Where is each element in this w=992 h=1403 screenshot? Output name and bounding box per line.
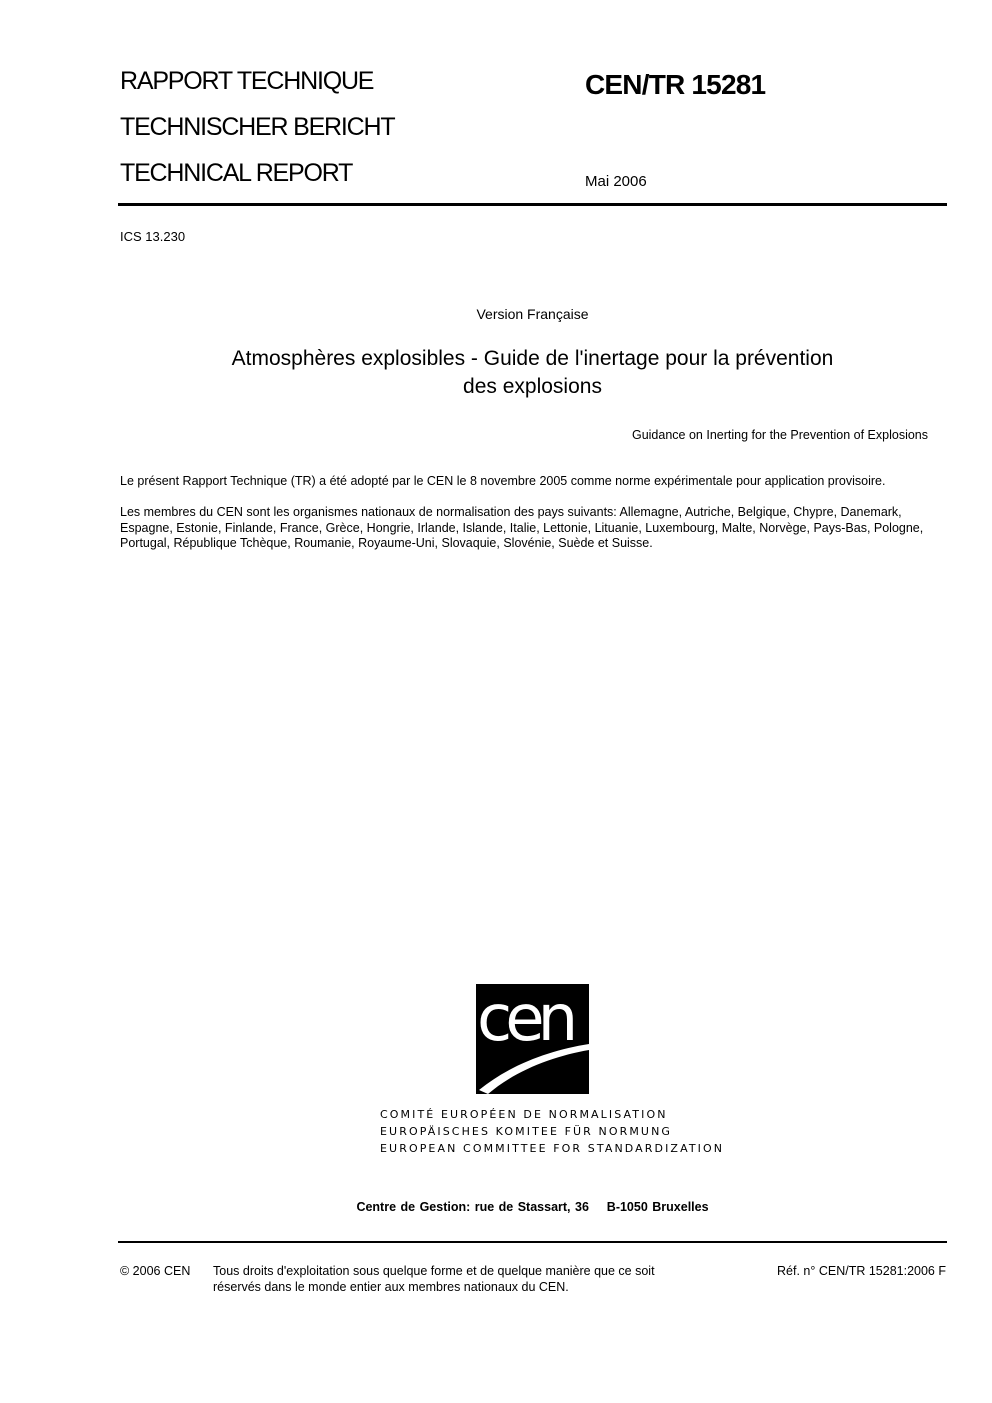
doc-type-de: TECHNISCHER BERICHT — [120, 113, 395, 141]
reference-number: Réf. n° CEN/TR 15281:2006 F — [777, 1264, 946, 1278]
adoption-statement: Le présent Rapport Technique (TR) a été adopté par le CEN le 8 novembre 2005 comme norme expérimentale pour application provisoire. — [120, 474, 886, 488]
language-version: Version Française — [476, 306, 589, 322]
title-line-1: Atmosphères explosibles - Guide de l'inertage pour la prévention — [231, 347, 834, 370]
committee-name-fr: COMITÉ EUROPÉEN DE NORMALISATION — [380, 1108, 668, 1121]
header-divider — [118, 203, 947, 206]
doc-type-en: TECHNICAL REPORT — [120, 159, 353, 187]
ics-code: ICS 13.230 — [120, 229, 186, 244]
document-title-fr — [120, 345, 945, 401]
committee-name-en: EUROPEAN COMMITTEE FOR STANDARDIZATION — [380, 1142, 725, 1155]
footer-divider — [118, 1241, 947, 1243]
rights-statement: Tous droits d'exploitation sous quelque forme et de quelque manière que ce soit réservés dans le monde entier aux membres nationaux du CEN. — [213, 1264, 655, 1294]
title-line-2: des explosions — [463, 375, 602, 398]
cen-logo — [476, 984, 589, 1094]
doc-type-fr: RAPPORT TECHNIQUE — [120, 67, 374, 95]
committee-name-de: EUROPÄISCHES KOMITEE FÜR NORMUNG — [380, 1125, 673, 1138]
document-title-en: Guidance on Inerting for the Prevention of Explosions — [631, 428, 928, 442]
cen-logo-mark — [476, 984, 589, 1094]
document-number: CEN/TR 15281 — [585, 69, 766, 100]
document-date: Mai 2006 — [585, 173, 647, 190]
copyright-notice: © 2006 CEN — [120, 1264, 191, 1278]
members-statement: Les membres du CEN sont les organismes nationaux de normalisation des pays suivants: Allemagne, Autriche, Belgique, Chypre, Danemark, Espagne, Estonie, Finlande, France, Grèce, Hongrie, Irlande, Islande, Italie, Lettonie, Lituanie, Luxembourg, Malte, Norvège, Pays-Bas, Pologne, Portugal, République Tchèque, Roumanie, Royaume-Uni, Slovaquie, Slovénie, Suède et Suisse. — [120, 505, 924, 550]
management-centre-address: Centre de Gestion: rue de Stassart, 36 B-1050 Bruxelles — [356, 1200, 709, 1214]
cen-logo-text: cen — [477, 984, 572, 1056]
